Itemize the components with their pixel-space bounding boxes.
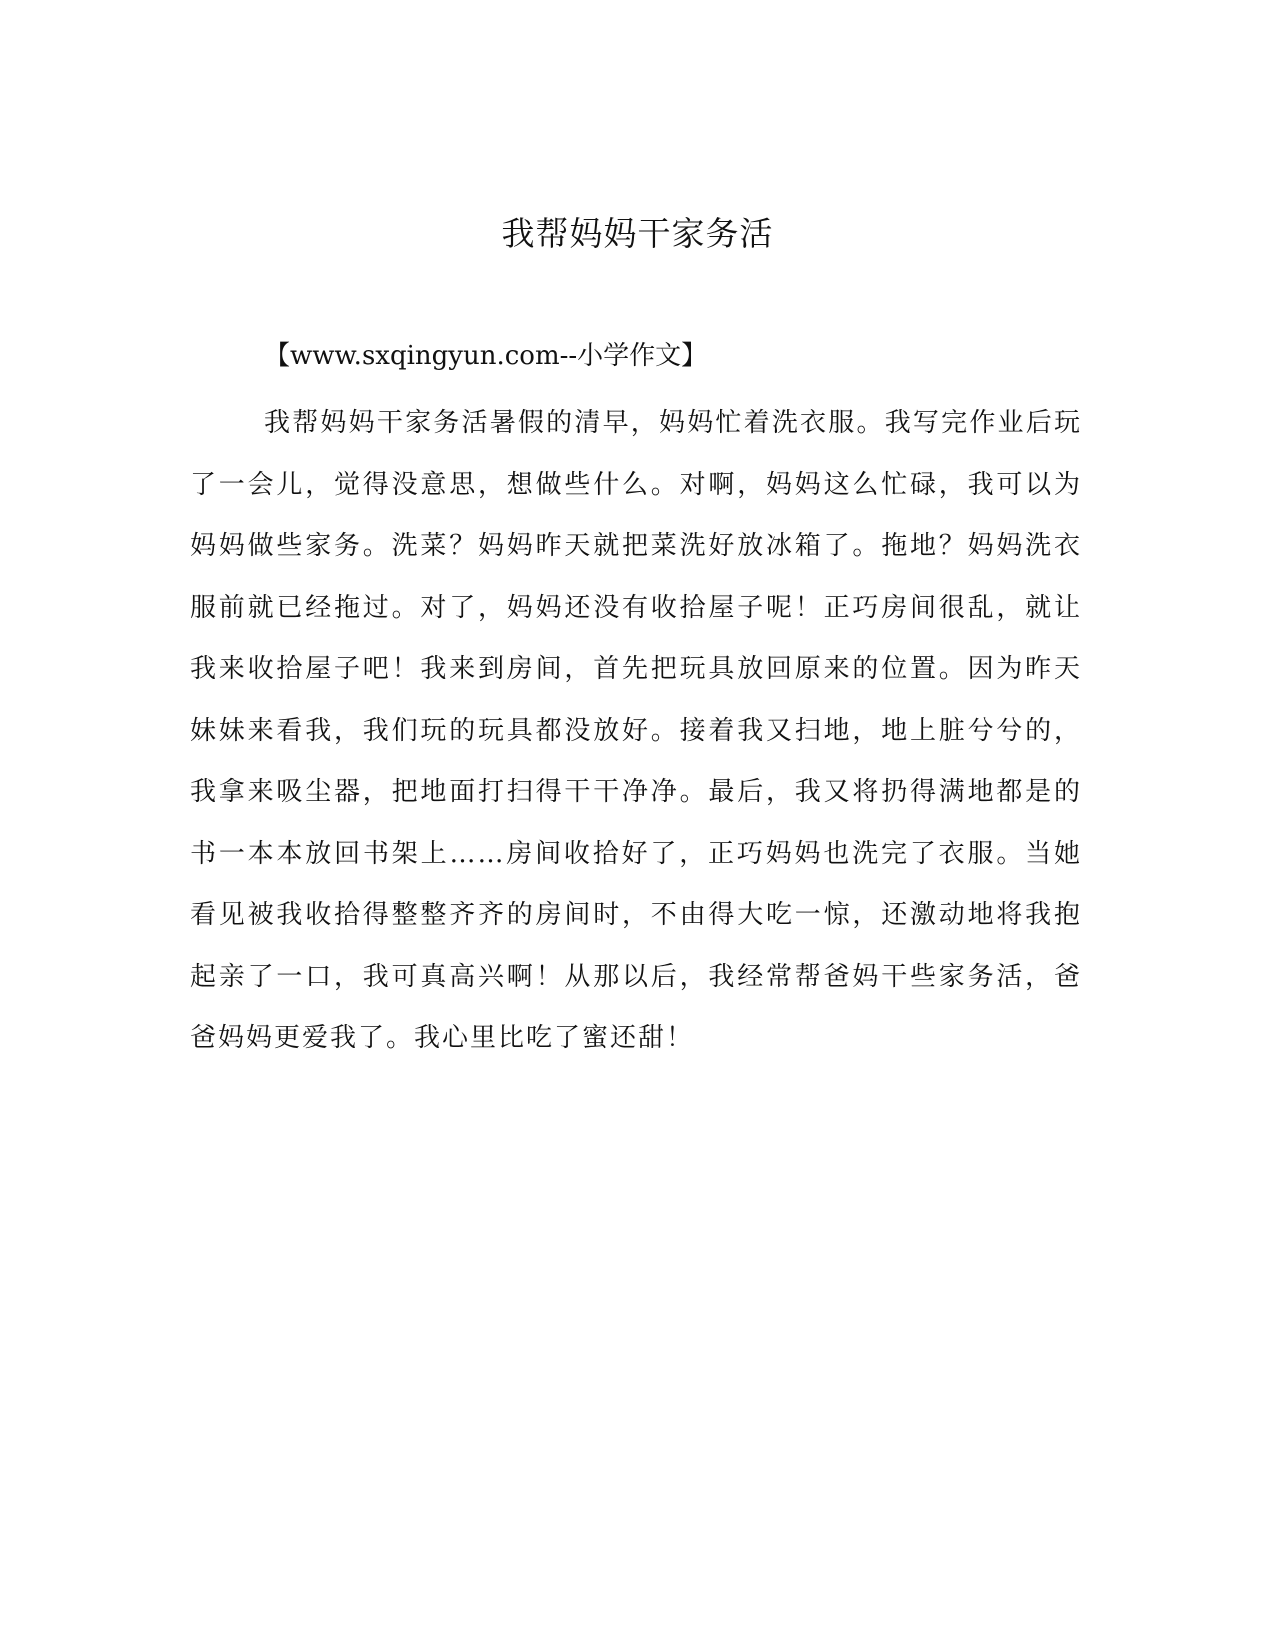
source-line: 【www.sxqingyun.com--小学作文】 <box>264 341 708 371</box>
essay-body: 我帮妈妈干家务活暑假的清早，妈妈忙着洗衣服。我写完作业后玩了一会儿，觉得没意思，想做些什么。对啊，妈妈这么忙碌，我可以为妈妈做些家务。洗菜？妈妈昨天就把菜洗好放冰箱了。拖地？妈妈洗衣服前就已经拖过。对了，妈妈还没有收拾屋子呢！正巧房间很乱，就让我来收拾屋子吧！我来到房间，首先把玩具放回原来的位置。因为昨天妹妹来看我，我们玩的玩具都没放好。接着我又扫地，地上脏兮兮的，我拿来吸尘器，把地面打扫得干干净净。最后，我又将扔得满地都是的书一本本放回书架上……房间收拾好了，正巧妈妈也洗完了衣服。当她看见被我收拾得整整齐齐的房间时，不由得大吃一惊，还激动地将我抱起亲了一口，我可真高兴啊！从那以后，我经常帮爸妈干些家务活，爸爸妈妈更爱我了。我心里比吃了蜜还甜！ <box>190 408 1082 1053</box>
document-title: 我帮妈妈干家务活 <box>501 214 774 253</box>
